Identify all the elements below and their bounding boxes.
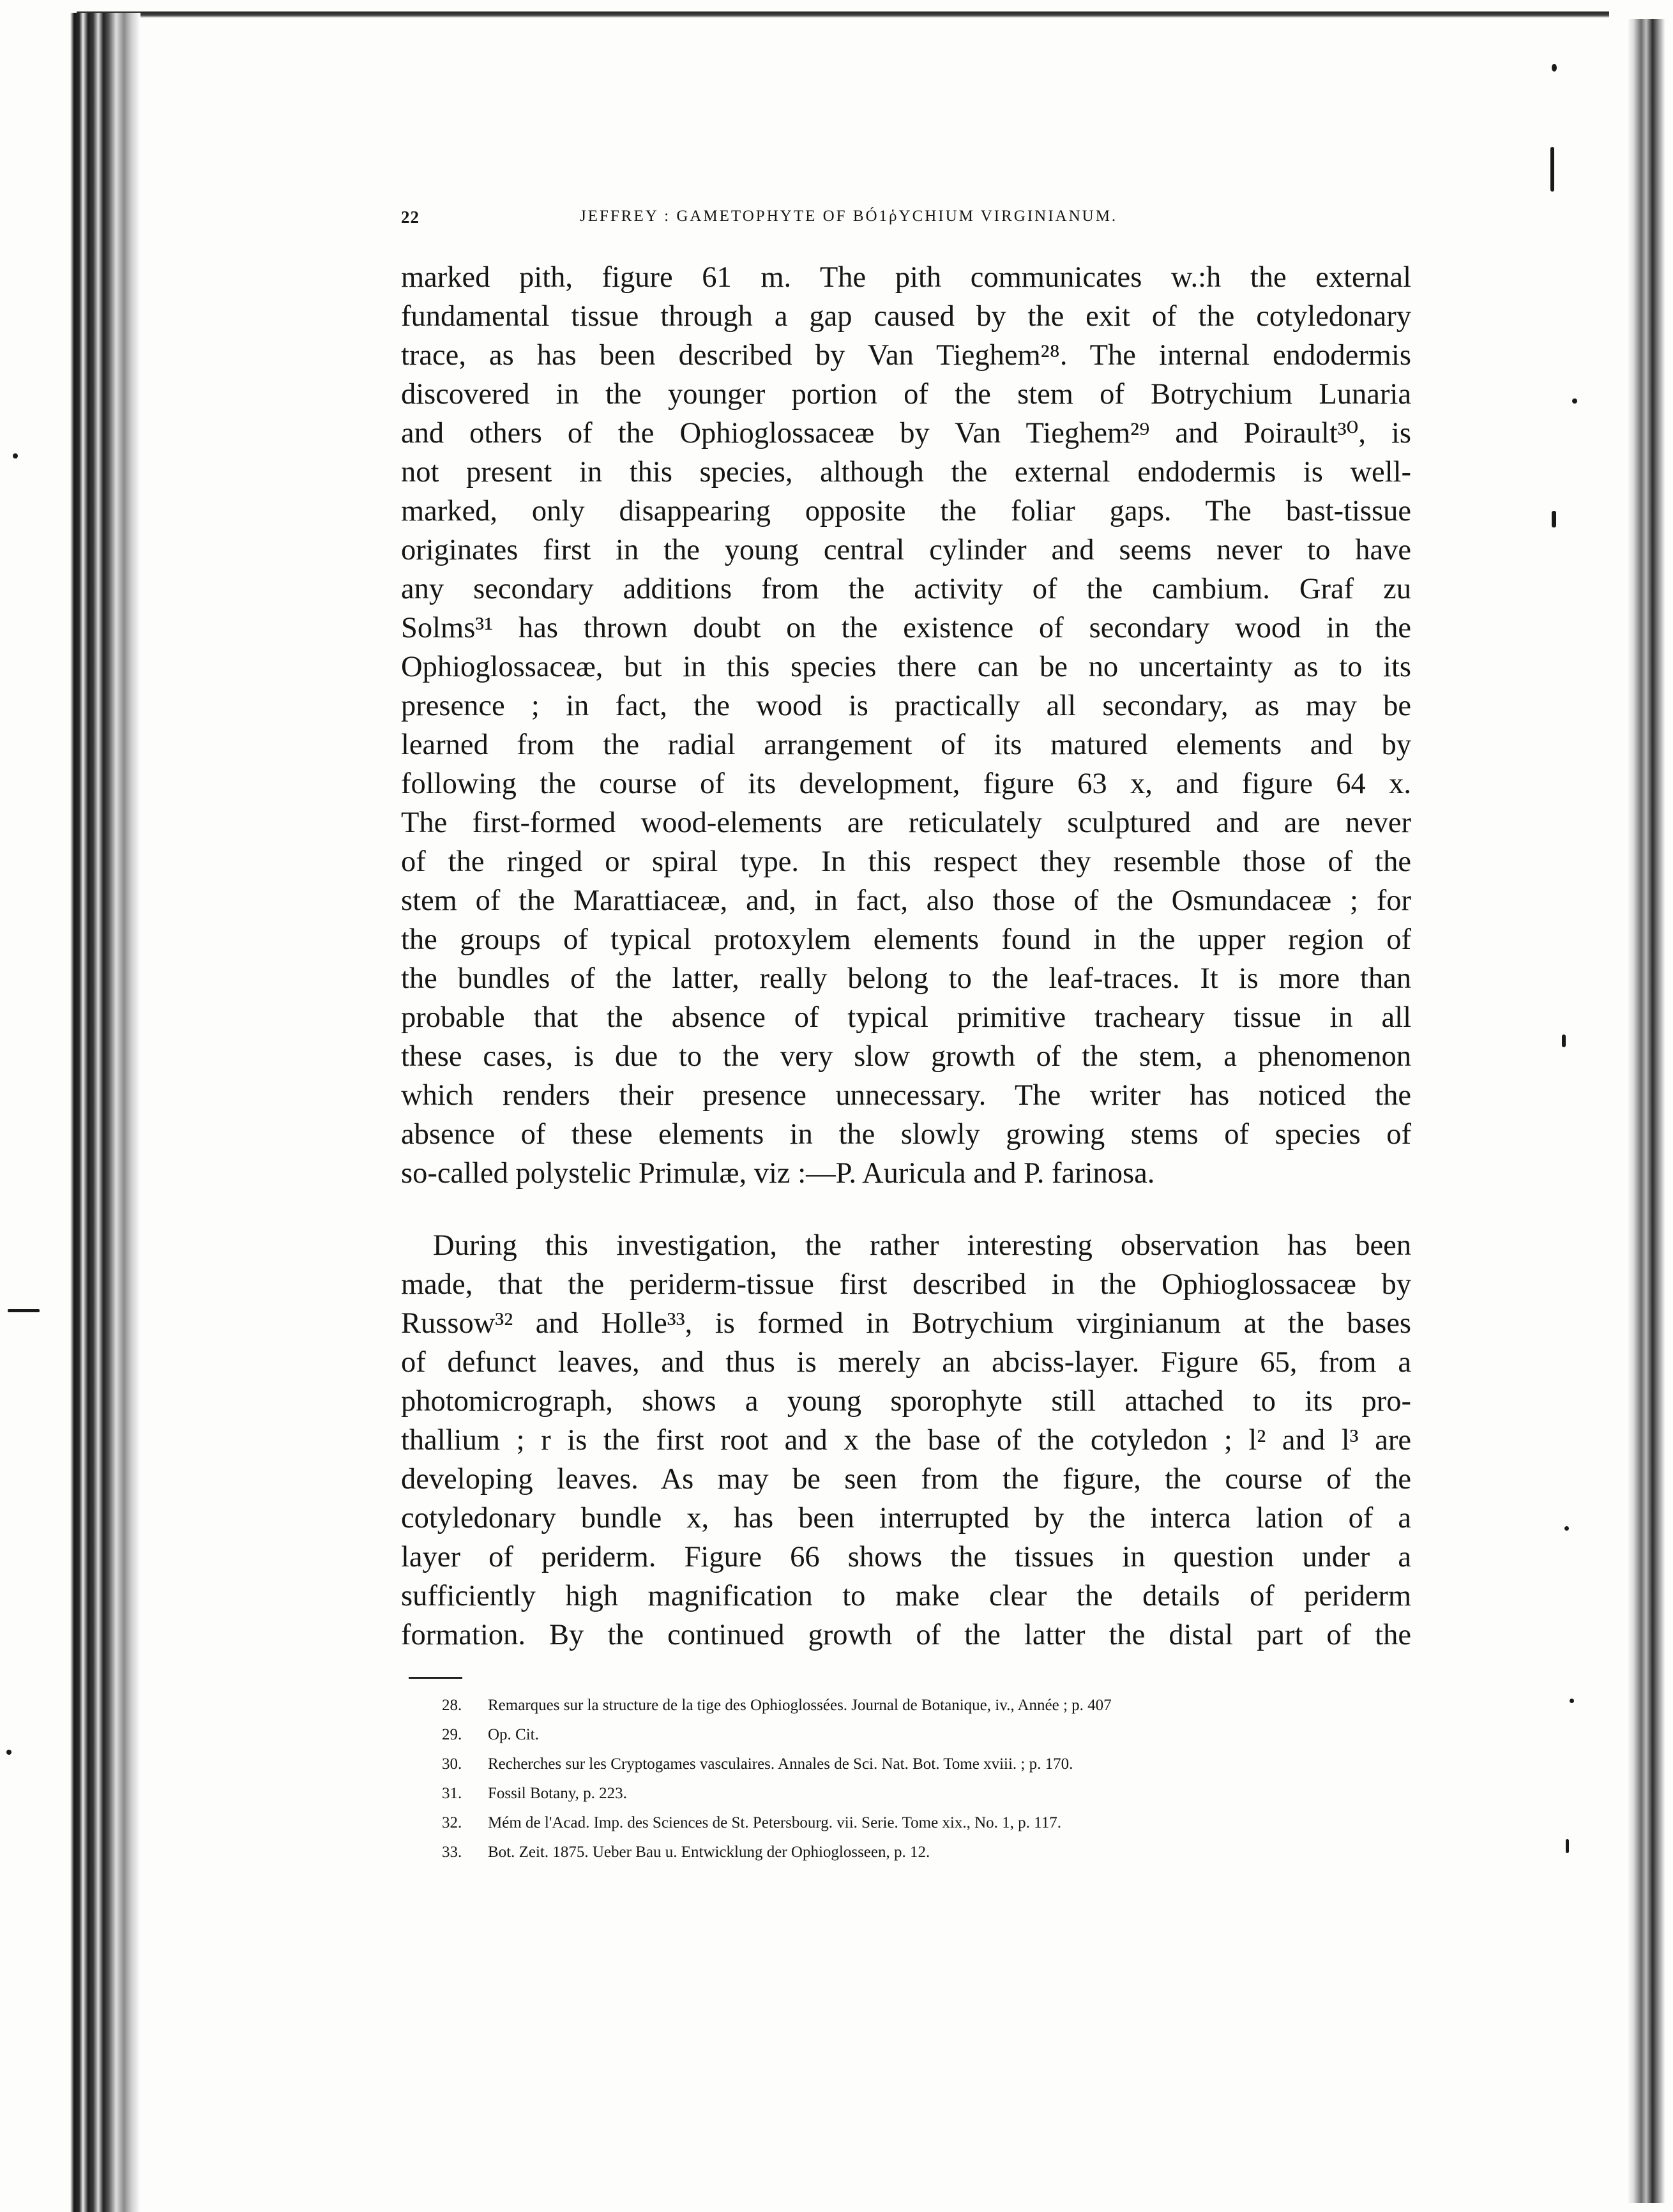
footnote-number: 29. (442, 1726, 462, 1743)
footnote-number: 33. (442, 1844, 462, 1861)
text-line: and others of the Ophioglossaceæ by Van Tieghem²⁹ and Poirault³⁰, is (401, 417, 1411, 450)
page-number: 22 (401, 208, 420, 227)
footnote (442, 1691, 1425, 1720)
footnote-rule (409, 1677, 462, 1679)
text-line: discovered in the younger portion of the stem of Botrychium Lunaria (401, 378, 1411, 411)
footnote (442, 1750, 1425, 1779)
footnote-text: Bot. Zeit. 1875. Ueber Bau u. Entwicklung der Ophioglosseen, p. 12. (488, 1844, 930, 1861)
footnote-text: Fossil Botany, p. 223. (488, 1785, 627, 1802)
text-line: of defunct leaves, and thus is merely an abciss-layer. Figure 65, from a (401, 1346, 1411, 1379)
scan-speck (8, 1309, 40, 1312)
footnote (442, 1779, 1425, 1808)
text-line: probable that the absence of typical primitive tracheary tissue in all (401, 1001, 1411, 1034)
page-fore-edge (1627, 19, 1665, 2203)
footnote-text: Recherches sur les Cryptogames vasculaires. Annales de Sci. Nat. Bot. Tome xviii. ; p. 170. (488, 1755, 1073, 1773)
scan-speck (1552, 511, 1556, 527)
scan-speck (1550, 147, 1554, 192)
scan-speck (1572, 398, 1577, 404)
footnote-number: 32. (442, 1814, 462, 1831)
paragraph (401, 258, 1411, 1193)
text-line: not present in this species, although the external endodermis is well- (401, 456, 1411, 489)
text-line: Russow³² and Holle³³, is formed in Botrychium virginianum at the bases (401, 1307, 1411, 1340)
footnote (442, 1808, 1425, 1838)
running-title: JEFFREY : GAMETOPHYTE OF BÓ1ῥYCHIUM VIRGINIANUM. (580, 208, 1118, 225)
scan-speck (1570, 1699, 1574, 1703)
text-line: which renders their presence unnecessary. The writer has noticed the (401, 1079, 1411, 1112)
text-line: cotyledonary bundle x, has been interrupted by the interca lation of a (401, 1502, 1411, 1534)
text-line: formation. By the continued growth of the latter the distal part of the (401, 1619, 1411, 1651)
text-line: marked pith, figure 61 m. The pith communicates w.:h the external (401, 261, 1411, 294)
scan-speck (1566, 1839, 1569, 1853)
text-line: presence ; in fact, the wood is practically all secondary, as may be (401, 690, 1411, 722)
text-line: fundamental tissue through a gap caused by the exit of the cotyledonary (401, 300, 1411, 333)
footnote-number: 28. (442, 1697, 462, 1714)
footnote (442, 1720, 1425, 1750)
text-line: sufficiently high magnification to make clear the details of periderm (401, 1580, 1411, 1612)
body-text (401, 258, 1411, 1655)
text-line: During this investigation, the rather interesting observation has been (433, 1229, 1411, 1262)
text-line: photomicrograph, shows a young sporophyte still attached to its pro- (401, 1385, 1411, 1418)
text-line: originates first in the young central cylinder and seems never to have (401, 534, 1411, 566)
book-binding-edge (70, 13, 140, 2212)
paragraph-gap (401, 1193, 1411, 1226)
text-line: thallium ; r is the first root and x the base of the cotyledon ; l² and l³ are (401, 1424, 1411, 1457)
scan-speck (1552, 64, 1557, 72)
text-line: learned from the radial arrangement of its matured elements and by (401, 729, 1411, 761)
scan-speck (1562, 1034, 1566, 1047)
text-line: the groups of typical protoxylem elements found in the upper region of (401, 923, 1411, 956)
text-line: developing leaves. As may be seen from the figure, the course of the (401, 1463, 1411, 1496)
text-line: any secondary additions from the activity of the cambium. Graf zu (401, 573, 1411, 605)
text-line: Ophioglossaceæ, but in this species there can be no uncertainty as to its (401, 651, 1411, 683)
scan-speck (6, 1750, 11, 1755)
scan-speck (1564, 1526, 1569, 1531)
footnotes (442, 1691, 1425, 1867)
footnote (442, 1838, 1425, 1867)
text-line: of the ringed or spiral type. In this respect they resemble those of the (401, 845, 1411, 878)
text-line: made, that the periderm-tissue first described in the Ophioglossaceæ by (401, 1268, 1411, 1301)
paragraph (401, 1226, 1411, 1655)
footnote-number: 31. (442, 1785, 462, 1802)
text-line: The first-formed wood-elements are reticulately sculptured and are never (401, 807, 1411, 839)
text-line: layer of periderm. Figure 66 shows the tissues in question under a (401, 1541, 1411, 1573)
text-line: trace, as has been described by Van Tieghem²⁸. The internal endodermis (401, 339, 1411, 372)
footnote-text: Mém de l'Acad. Imp. des Sciences de St. Petersbourg. vii. Serie. Tome xix., No. 1, p. 117. (488, 1814, 1061, 1831)
text-line: these cases, is due to the very slow growth of the stem, a phenomenon (401, 1040, 1411, 1073)
text-line: absence of these elements in the slowly growing stems of species of (401, 1118, 1411, 1151)
page-header (401, 208, 1423, 239)
text-line: stem of the Marattiaceæ, and, in fact, also those of the Osmundaceæ ; for (401, 884, 1411, 917)
footnote-text: Remarques sur la structure de la tige des Ophioglossées. Journal de Botanique, iv., Année ; p. 407 (488, 1697, 1112, 1714)
text-line: Solms³¹ has thrown doubt on the existence of secondary wood in the (401, 612, 1411, 644)
footnote-text: Op. Cit. (488, 1726, 539, 1743)
text-line: following the course of its development, figure 63 x, and figure 64 x. (401, 768, 1411, 800)
scan-top-edge (77, 11, 1609, 18)
footnote-number: 30. (442, 1755, 462, 1773)
scan-speck (13, 453, 18, 458)
text-line: marked, only disappearing opposite the foliar gaps. The bast-tissue (401, 495, 1411, 527)
text-line: the bundles of the latter, really belong to the leaf-traces. It is more than (401, 962, 1411, 995)
text-line: so-called polystelic Primulæ, viz :—P. Auricula and P. farinosa. (401, 1157, 1155, 1190)
